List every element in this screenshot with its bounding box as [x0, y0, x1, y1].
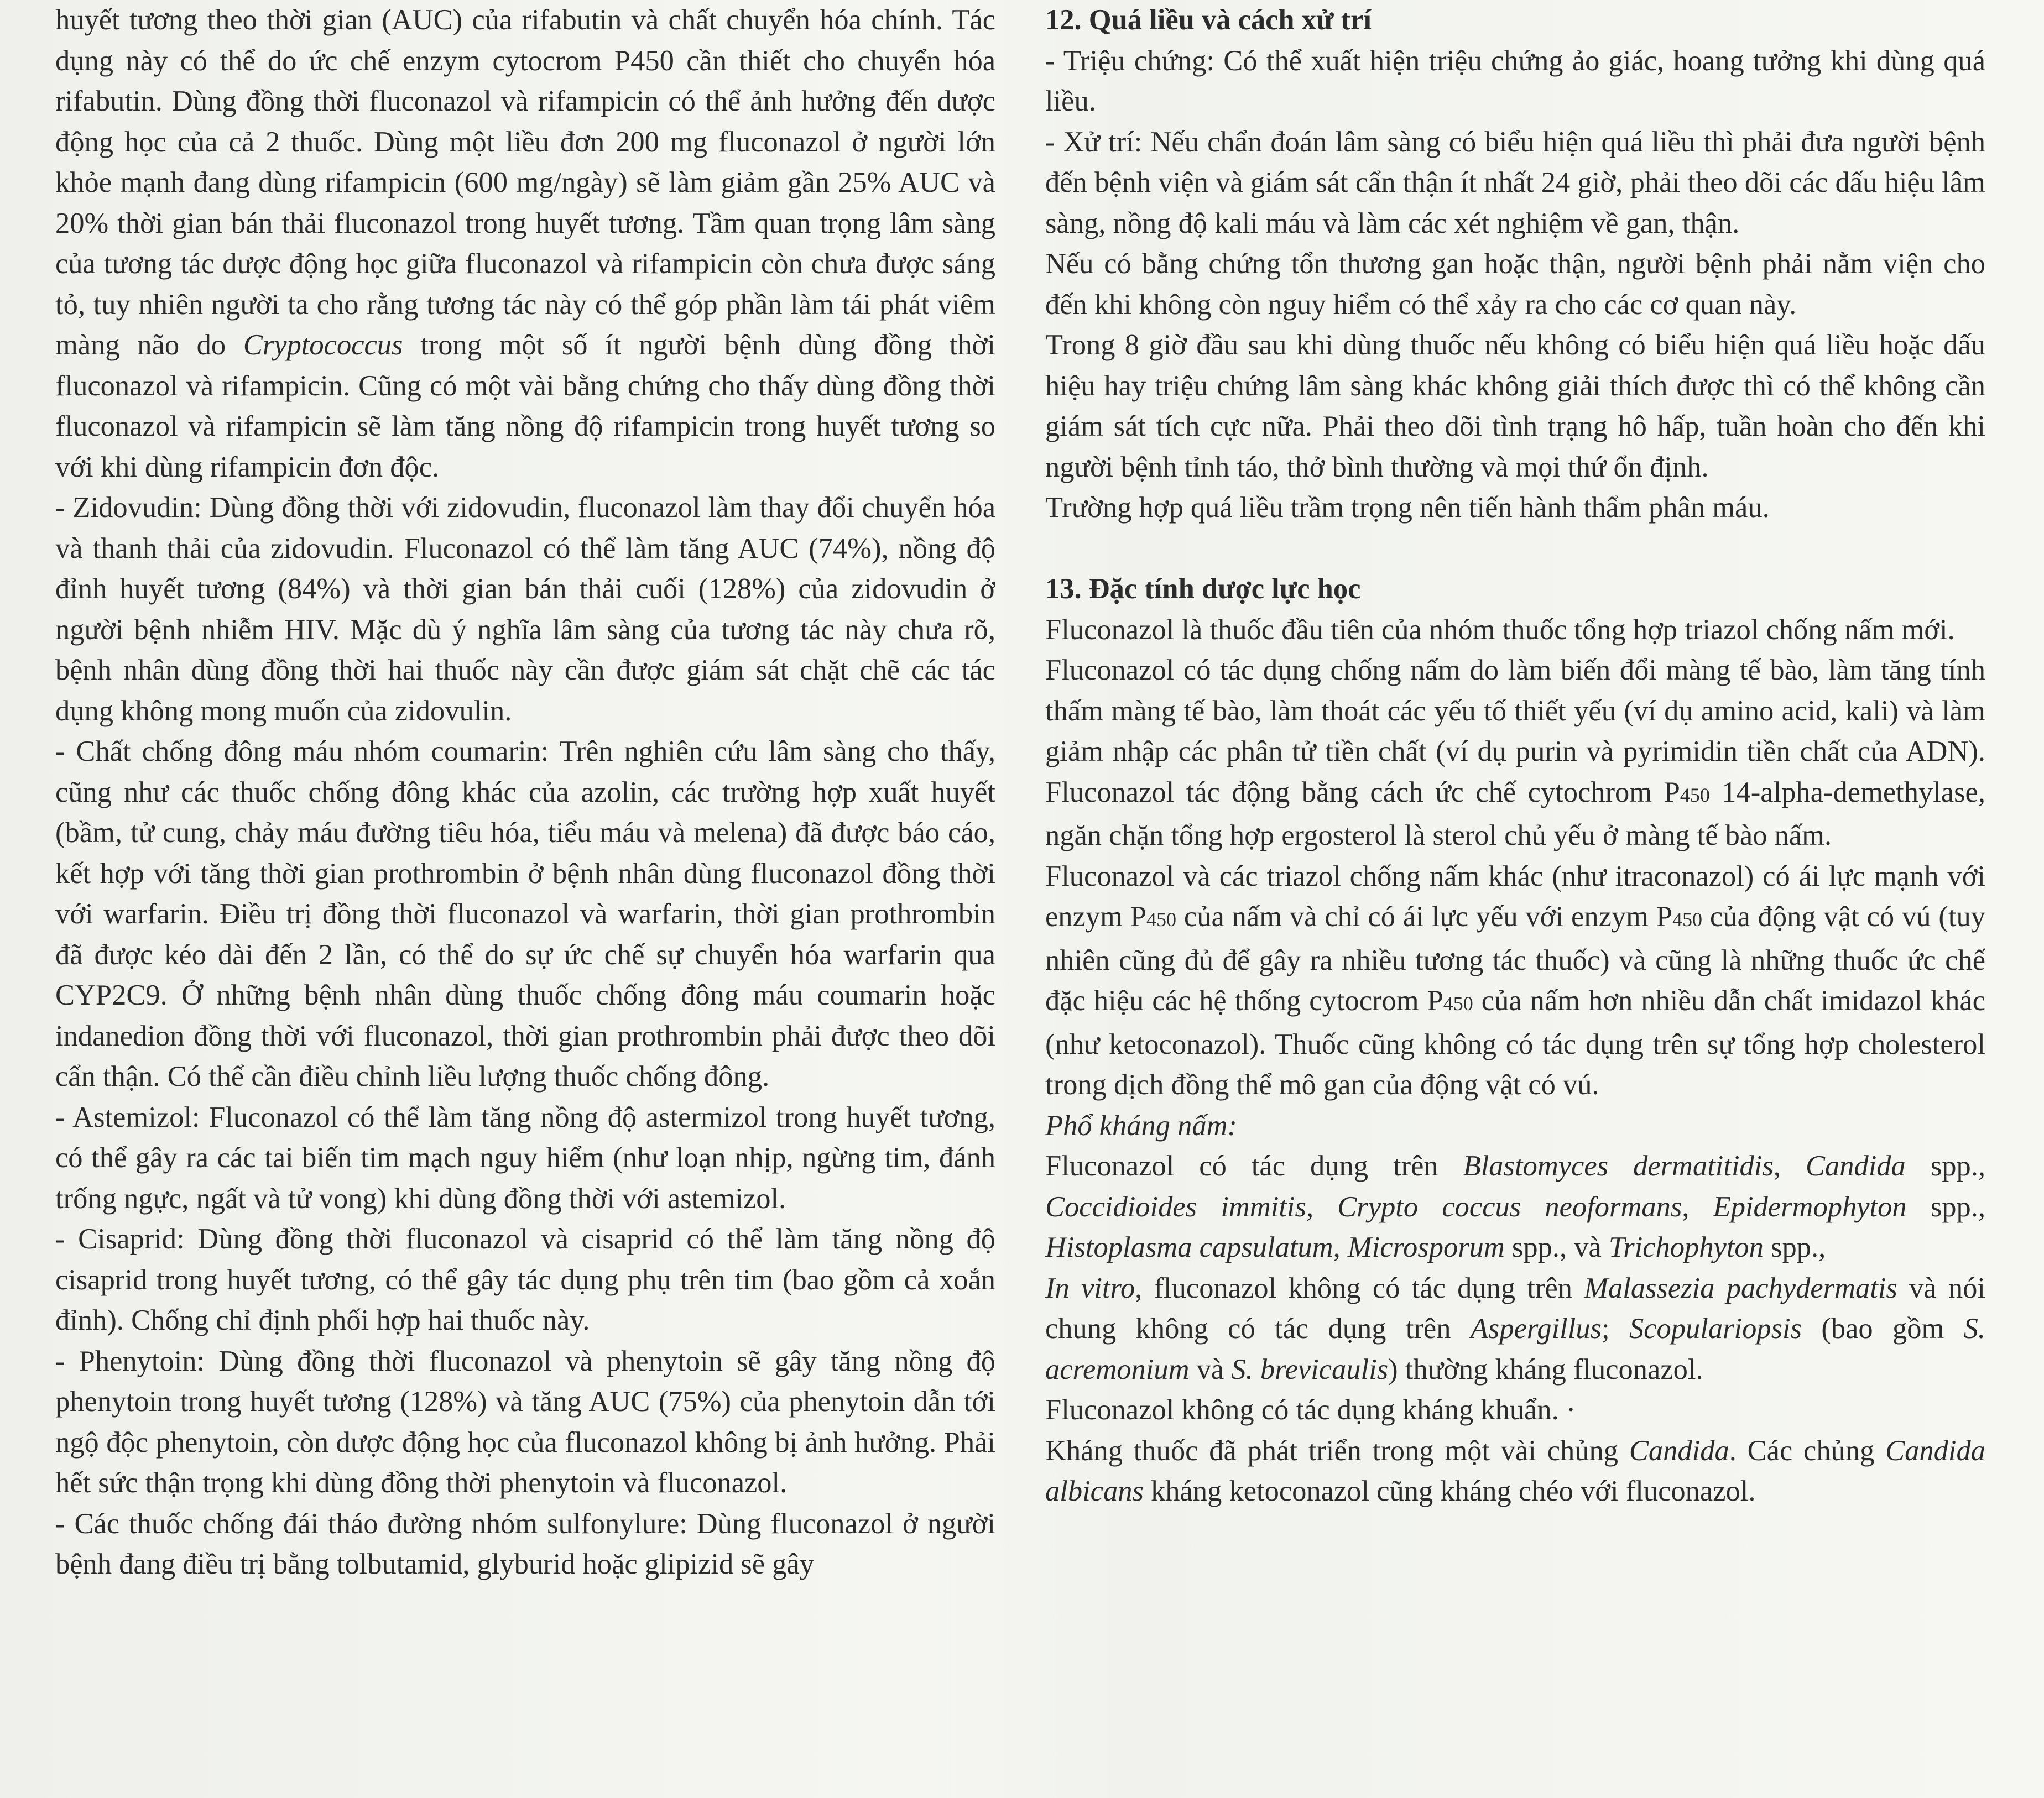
paragraph-coumarin: - Chất chống đông máu nhóm coumarin: Trên nghiên cứu lâm sàng cho thấy, cũng như các thuốc chống đông khác của azolin, các trường hợp xuất huyết (bầm, tử cung, chảy máu đường tiêu hóa, tiểu máu và melena) đã được báo cáo, kết hợp với tăng thời gian prothrombin ở bệnh nhân dùng fluconazol đồng thời với warfarin. Điều trị đồng thời fluconazol và warfarin, thời gian prothrombin đã được kéo dài đến 2 lần, có thể do sự ức chế sự chuyển hóa warfarin qua CYP2C9. Ở những bệnh nhân dùng thuốc chống đông máu coumarin hoặc indanedion đồng thời với fluconazol, thời gian prothrombin phải được theo dõi cẩn thận. Có thể cần điều chỉnh liều lượng thuốc chống đông. [55, 735, 995, 1093]
resistance-paragraph: Kháng thuốc đã phát triển trong một vài chủng Candida. Các chủng Candida albicans kháng ketoconazol cũng kháng chéo với fluconazol. [1045, 1434, 1985, 1507]
section-gap [1045, 529, 1985, 569]
left-column [55, 0, 995, 1798]
overdose-monitoring: Trong 8 giờ đầu sau khi dùng thuốc nếu không có biểu hiện quá liều hoặc dấu hiệu hay triệu chứng lâm sàng khác không giải thích được thì có thể không cần giám sát tích cực nữa. Phải theo dõi tình trạng hô hấp, tuần hoàn cho đến khi người bệnh tỉnh táo, thở bình thường và mọi thứ ổn định. [1045, 329, 1985, 483]
paragraph-sulfonylure: - Các thuốc chống đái tháo đường nhóm sulfonylure: Dùng fluconazol ở người bệnh đang điều trị bằng tolbutamid, glyburid hoặc glipizid sẽ gây [55, 1507, 995, 1580]
paragraph-cisaprid: - Cisaprid: Dùng đồng thời fluconazol và cisaprid có thể làm tăng nồng độ cisaprid trong huyết tương, có thể gây tác dụng phụ trên tim (bao gồm cả xoắn đỉnh). Chống chỉ định phối hợp hai thuốc này. [55, 1223, 995, 1336]
subscript-450: 450 [1672, 908, 1703, 931]
right-column [1045, 0, 1985, 1798]
paragraph-phenytoin: - Phenytoin: Dùng đồng thời fluconazol và phenytoin sẽ gây tăng nồng độ phenytoin trong huyết tương (128%) và tăng AUC (75%) của phenytoin dẫn tới ngộ độc phenytoin, còn dược động học của fluconazol không bị ảnh hưởng. Phải hết sức thận trọng khi dùng đồng thời phenytoin và fluconazol. [55, 1345, 995, 1499]
paragraph-zidovudin: - Zidovudin: Dùng đồng thời với zidovudin, fluconazol làm thay đổi chuyển hóa và thanh thải của zidovudin. Fluconazol có thể làm tăng AUC (74%), nồng độ đỉnh huyết tương (84%) và thời gian bán thải cuối (128%) của zidovudin ở người bệnh nhiễm HIV. Mặc dù ý nghĩa lâm sàng của tương tác này chưa rõ, bệnh nhân dùng đồng thời hai thuốc này cần được giám sát chặt chẽ các tác dụng không mong muốn của zidovulin. [55, 492, 995, 727]
spectrum-paragraph: Fluconazol có tác dụng trên Blastomyces dermatitidis, Candida spp., Coccidioides immitis, Crypto coccus neoformans, Epidermophyton spp., Histoplasma capsulatum, Microsporum spp., và Trichophyton spp., [1045, 1150, 1985, 1263]
overdose-liver-kidney: Nếu có bằng chứng tổn thương gan hoặc thận, người bệnh phải nằm viện cho đến khi không còn nguy hiểm có thể xảy ra cho các cơ quan này. [1045, 248, 1985, 321]
italic-genus: Cryptococcus [243, 329, 403, 361]
section-12-heading: 12. Quá liều và cách xử trí [1045, 4, 1372, 36]
section-13-heading: 13. Đặc tính dược lực học [1045, 573, 1361, 605]
paragraph-rifabutin-rifampicin: huyết tương theo thời gian (AUC) của rifabutin và chất chuyển hóa chính. Tác dụng này có thể do ức chế enzym cytocrom P450 cần thiết cho chuyển hóa rifabutin. Dùng đồng thời fluconazol và rifampicin có thể ảnh hưởng đến dược động học của cả 2 thuốc. Dùng một liều đơn 200 mg fluconazol ở người lớn khỏe mạnh đang dùng rifampicin (600 mg/ngày) sẽ làm giảm gần 25% AUC và 20% thời gian bán thải fluconazol trong huyết tương. Tầm quan trọng lâm sàng của tương tác dược động học giữa fluconazol và rifampicin còn chưa được sáng tỏ, tuy nhiên người ta cho rằng tương tác này có thể góp phần làm tái phát viêm màng não do Cryptococcus trong một số ít người bệnh dùng đồng thời fluconazol và rifampicin. Cũng có một vài bằng chứng cho thấy dùng đồng thời fluconazol và rifampicin sẽ làm tăng nồng độ rifampicin trong huyết tương so với khi dùng rifampicin đơn độc. [55, 4, 995, 483]
subscript-450: 450 [1680, 783, 1710, 806]
selectivity-paragraph: Fluconazol và các triazol chống nấm khác (như itraconazol) có ái lực mạnh với enzym P450 của nấm và chỉ có ái lực yếu với enzym P450 của động vật có vú (tuy nhiên cũng đủ để gây ra nhiều tương tác thuốc) và cũng là những thuốc ức chế đặc hiệu các hệ thống cytocrom P450 của nấm hơn nhiều dẫn chất imidazol khác (như ketoconazol). Thuốc cũng không có tác dụng trên sự tổng hợp cholesterol trong dịch đồng thể mô gan của động vật có vú. [1045, 860, 1985, 1101]
subscript-450: 450 [1443, 992, 1473, 1015]
in-vitro-paragraph: In vitro, fluconazol không có tác dụng trên Malassezia pachydermatis và nói chung không có tác dụng trên Aspergillus; Scopulariopsis (bao gồm S. acremonium và S. brevicaulis) thường kháng fluconazol. [1045, 1272, 1985, 1386]
subscript-450: 450 [1146, 908, 1177, 931]
mechanism-paragraph: Fluconazol có tác dụng chống nấm do làm biến đổi màng tế bào, làm tăng tính thấm màng tế bào, làm thoát các yếu tố thiết yếu (ví dụ amino acid, kali) và làm giảm nhập các phân tử tiền chất (ví dụ purin và pyrimidin tiền chất của ADN). Fluconazol tác động bằng cách ức chế cytochrom P450 14-alpha-demethylase, ngăn chặn tổng hợp ergosterol là sterol chủ yếu ở màng tế bào nấm. [1045, 654, 1985, 851]
paragraph-astemizol: - Astemizol: Fluconazol có thể làm tăng nồng độ astermizol trong huyết tương, có thể gây ra các tai biến tim mạch nguy hiểm (như loạn nhịp, ngừng tim, đánh trống ngực, ngất và tử vong) khi dùng đồng thời với astemizol. [55, 1101, 995, 1215]
overdose-dialysis: Trường hợp quá liều trầm trọng nên tiến hành thẩm phân máu. [1045, 492, 1770, 524]
overdose-management: - Xử trí: Nếu chẩn đoán lâm sàng có biểu hiện quá liều thì phải đưa người bệnh đến bệnh viện và giám sát cẩn thận ít nhất 24 giờ, phải theo dõi các dấu hiệu lâm sàng, nồng độ kali máu và làm các xét nghiệm về gan, thận. [1045, 126, 1985, 239]
antibacterial-note: Fluconazol không có tác dụng kháng khuẩn. · [1045, 1394, 1576, 1426]
spectrum-heading: Phổ kháng nấm: [1045, 1109, 1238, 1142]
pharmacodynamics-intro: Fluconazol là thuốc đầu tiên của nhóm thuốc tổng hợp triazol chống nấm mới. [1045, 613, 1955, 646]
overdose-symptoms: - Triệu chứng: Có thể xuất hiện triệu chứng ảo giác, hoang tưởng khi dùng quá liều. [1045, 44, 1985, 117]
